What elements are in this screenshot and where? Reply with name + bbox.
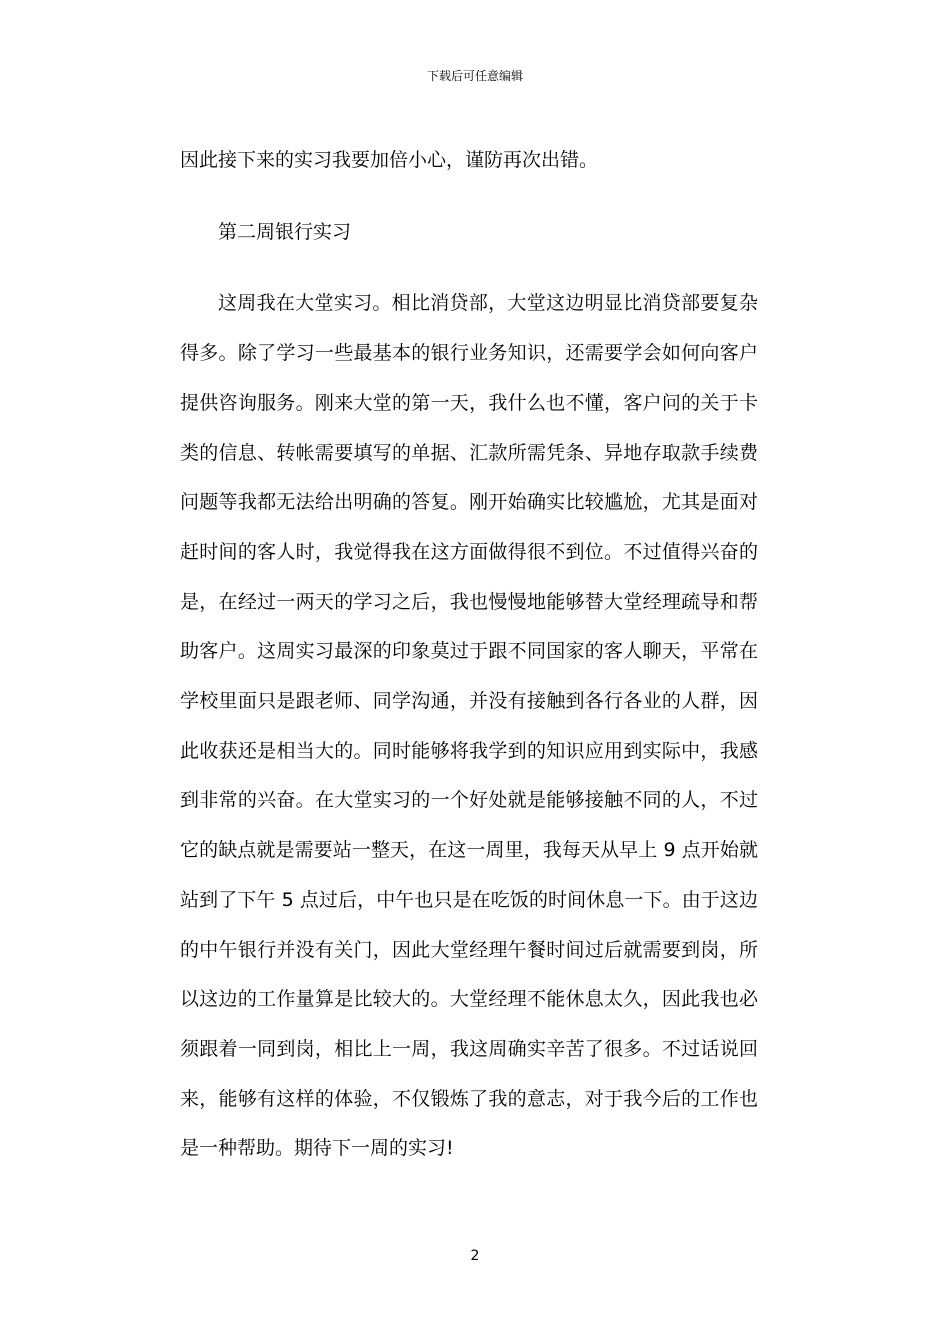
paragraph-continuation: 因此接下来的实习我要加倍小心，谨防再次出错。: [180, 149, 599, 171]
paragraph-body: 这周我在大堂实习。相比消贷部，大堂这边明显比消贷部要复杂得多。除了学习一些最基本的银行业务知识，还需要学会如何向客户提供咨询服务。刚来大堂的第一天，我什么也不懂，客户问的关于卡类的信息、转帐需要填写的单据、汇款所需凭条、异地存取款手续费问题等我都无法给出明确的答复。刚开始确实比较尴尬，尤其是面对赶时间的客人时，我觉得我在这方面做得很不到位。不过值得兴奋的是，在经过一两天的学习之后，我也慢慢地能够替大堂经理疏导和帮助客户。这周实习最深的印象莫过于跟不同国家的客人聊天，平常在学校里面只是跟老师、同学沟通，并没有接触到各行各业的人群，因此收获还是相当大的。同时能够将我学到的知识应用到实际中，我感到非常的兴奋。在大堂实习的一个好处就是能够接触不同的人，不过它的缺点就是需要站一整天，在这一周里，我每天从早上 9 点开始就站到了下午 5 点过后，中午也只是在吃饭的时间休息一下。由于这边的中午银行并没有关门，因此大堂经理午餐时间过后就需要到岗，所以这边的工作量算是比较大的。大堂经理不能休息太久，因此我也必须跟着一同到岗，相比上一周，我这周确实辛苦了很多。不过话说回来，能够有这样的体验，不仅锻炼了我的意志，对于我今后的工作也是一种帮助。期待下一周的实习!: [180, 292, 758, 1160]
header-note: 下载后可任意编辑: [426, 69, 523, 83]
page-number: 2: [470, 1248, 480, 1264]
section-heading: 第二周银行实习: [218, 220, 352, 243]
document-body: [180, 136, 758, 1174]
